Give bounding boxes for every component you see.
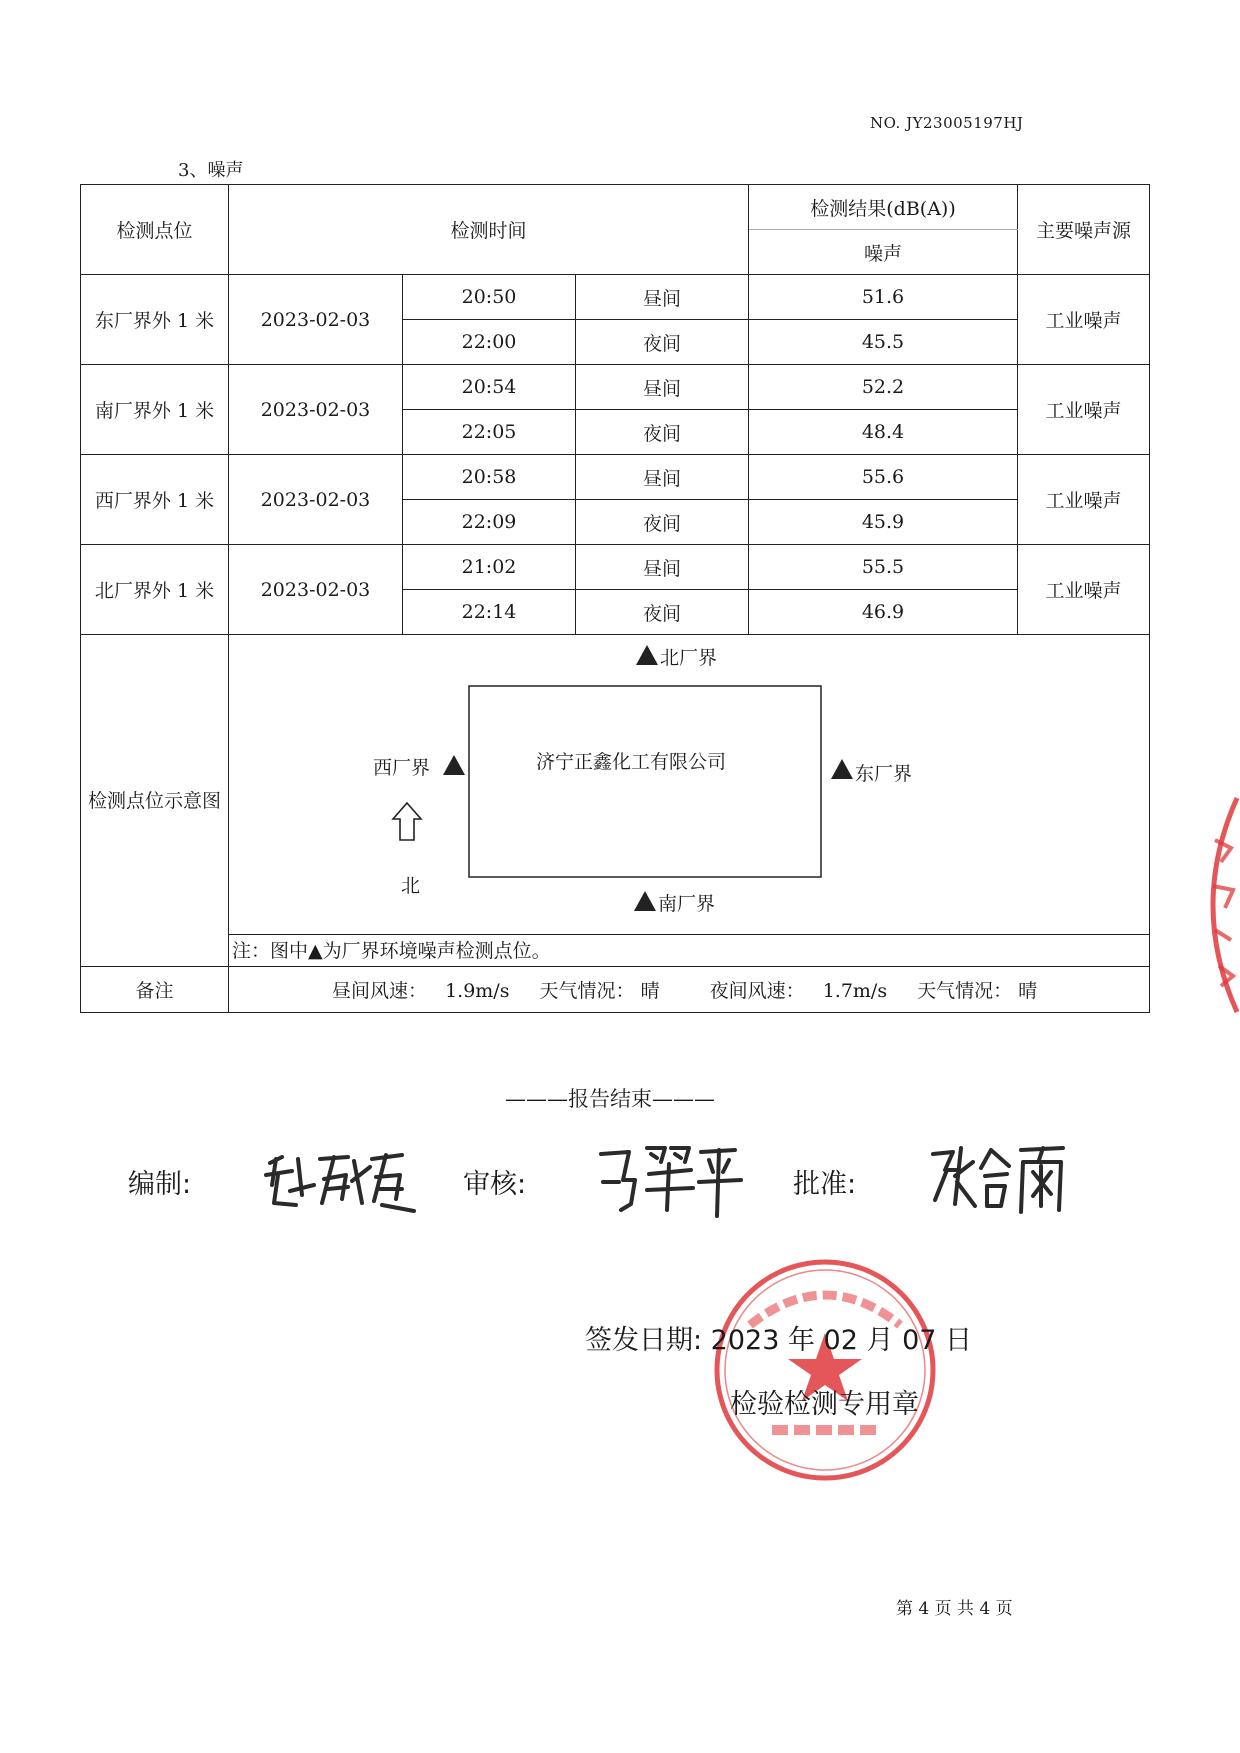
night-wind-label: 夜间风速：	[709, 980, 805, 1002]
time-cell: 22:09	[403, 500, 576, 545]
point-cell: 北厂界外 1 米	[81, 545, 229, 635]
header-time: 检测时间	[229, 185, 749, 275]
remarks-label: 备注	[81, 967, 229, 1013]
site-diagram-drawing	[229, 635, 1149, 966]
report-number: NO. JY23005197HJ	[870, 114, 1024, 132]
noise-results-table	[80, 184, 1150, 1013]
north-arrow-icon	[393, 803, 421, 840]
header-result-noise: 噪声	[749, 230, 1018, 275]
source-cell: 工业噪声	[1018, 365, 1150, 455]
point-cell: 西厂界外 1 米	[81, 455, 229, 545]
seal-caption: 检验检测专用章	[730, 1389, 919, 1420]
company-outline	[469, 686, 821, 877]
value-cell: 55.6	[749, 455, 1018, 500]
diagram-note: 注：图中▲为厂界环境噪声检测点位。	[229, 934, 1149, 966]
value-cell: 55.5	[749, 545, 1018, 590]
diagram-label	[81, 635, 229, 967]
source-cell: 工业噪声	[1018, 275, 1150, 365]
reviewer-signature	[595, 1140, 745, 1220]
south-point-label: 南厂界	[658, 893, 716, 915]
night-wind-value: 1.7m/s	[822, 980, 888, 1002]
approved-by-label: 批准:	[793, 1169, 857, 1200]
time-cell: 22:00	[403, 320, 576, 365]
table-row	[81, 275, 1150, 320]
report-end: ———报告结束———	[505, 1087, 715, 1111]
west-point-label: 西厂界	[373, 757, 431, 779]
value-cell: 46.9	[749, 590, 1018, 635]
period-cell: 昼间	[576, 545, 749, 590]
inspection-seal	[710, 1255, 940, 1485]
period-cell: 夜间	[576, 410, 749, 455]
period-cell: 夜间	[576, 320, 749, 365]
time-cell: 22:05	[403, 410, 576, 455]
approver-signature	[925, 1140, 1075, 1220]
time-cell: 22:14	[403, 590, 576, 635]
period-cell: 夜间	[576, 500, 749, 545]
night-weather-label: 天气情况：	[917, 980, 1013, 1002]
date-cell: 2023-02-03	[229, 545, 403, 635]
value-cell: 52.2	[749, 365, 1018, 410]
time-cell: 20:54	[403, 365, 576, 410]
compiled-by-label: 编制:	[128, 1169, 192, 1200]
time-cell: 20:58	[403, 455, 576, 500]
point-cell: 南厂界外 1 米	[81, 365, 229, 455]
page-number: 第 4 页 共 4 页	[896, 1599, 1013, 1619]
site-diagram	[229, 635, 1149, 966]
north-marker-icon	[636, 645, 658, 665]
period-cell: 夜间	[576, 590, 749, 635]
remarks-line	[229, 976, 1149, 1003]
table-row	[81, 545, 1150, 590]
day-weather-label: 天气情况：	[539, 980, 635, 1002]
company-name: 济宁正鑫化工有限公司	[536, 751, 727, 773]
east-point-label: 东厂界	[855, 763, 913, 785]
value-cell: 45.5	[749, 320, 1018, 365]
header-result: 检测结果(dB(A))	[749, 185, 1018, 230]
diagram-cell	[229, 635, 1150, 967]
date-cell: 2023-02-03	[229, 365, 403, 455]
header-source: 主要噪声源	[1018, 185, 1150, 275]
north-point-label: 北厂界	[660, 647, 718, 669]
day-wind-label: 昼间风速：	[332, 980, 428, 1002]
day-weather-value: 晴	[640, 980, 660, 1002]
diagram-label-text: 检测点位示意图	[87, 789, 221, 812]
time-cell: 21:02	[403, 545, 576, 590]
point-cell: 东厂界外 1 米	[81, 275, 229, 365]
issue-date: 签发日期: 2023 年 02 月 07 日	[585, 1325, 973, 1356]
header-point: 检测点位	[81, 185, 229, 275]
edge-seal-fragment	[1185, 790, 1240, 1020]
source-cell: 工业噪声	[1018, 545, 1150, 635]
table-row	[81, 365, 1150, 410]
north-arrow-label: 北	[401, 875, 421, 897]
section-title: 3、噪声	[178, 160, 244, 181]
night-weather-value: 晴	[1018, 980, 1038, 1002]
period-cell: 昼间	[576, 365, 749, 410]
date-cell: 2023-02-03	[229, 455, 403, 545]
value-cell: 45.9	[749, 500, 1018, 545]
remarks-content	[229, 967, 1150, 1013]
date-cell: 2023-02-03	[229, 275, 403, 365]
reviewed-by-label: 审核:	[463, 1169, 527, 1200]
period-cell: 昼间	[576, 455, 749, 500]
table-row	[81, 455, 1150, 500]
west-marker-icon	[443, 755, 465, 775]
compiler-signature	[262, 1145, 422, 1220]
day-wind-value: 1.9m/s	[445, 980, 510, 1002]
east-marker-icon	[831, 759, 853, 779]
value-cell: 48.4	[749, 410, 1018, 455]
period-cell: 昼间	[576, 275, 749, 320]
value-cell: 51.6	[749, 275, 1018, 320]
time-cell: 20:50	[403, 275, 576, 320]
south-marker-icon	[634, 891, 656, 911]
source-cell: 工业噪声	[1018, 455, 1150, 545]
